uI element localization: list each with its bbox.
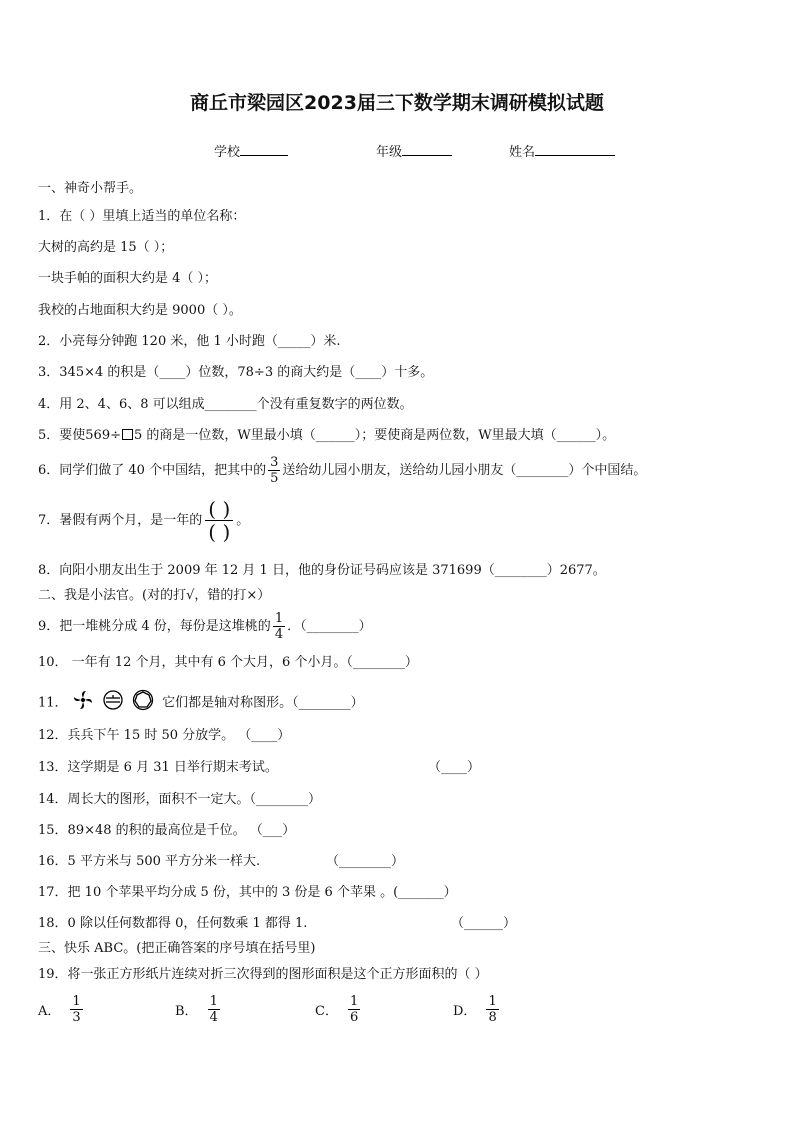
option-d[interactable] [453,994,501,1025]
fraction-numerator: 1 [488,994,497,1009]
question-7-part-a: 7．暑假有两个月，是一年的 [38,513,203,528]
circle-lines-icon [102,689,124,717]
option-c[interactable] [315,994,362,1025]
section-1-heading: 一、神奇小帮手。 [38,181,143,196]
question-15: 15．89×48 的积的最高位是千位。 （___） [38,823,296,838]
question-13-answer: （____） [428,760,481,775]
option-d-label: D． [453,1004,477,1019]
name-label: 姓名 [509,145,536,160]
question-5-part-b: 5 的商是一位数，W里最小填（______）；要使商是两位数，W里最大填（______）。 [133,428,616,443]
fraction-denominator: 3 [72,1010,81,1025]
fraction-denominator: 5 [270,471,279,486]
question-1-stem: 1．在（ ）里填上适当的单位名称： [38,209,246,224]
question-16: 16．5 平方米与 500 平方分米一样大. [38,854,261,869]
question-16-answer: （________） [326,854,405,869]
option-a-label: A． [38,1004,61,1019]
fraction-denominator-blank: ( ) [208,520,231,544]
question-9 [38,611,372,642]
question-7 [38,498,249,543]
question-17: 17．把 10 个苹果平均分成 5 份，其中的 3 份是 6 个苹果 。(_______） [38,885,457,900]
question-13 [38,759,278,777]
option-c-label: C． [315,1004,338,1019]
grade-label: 年级 [376,145,403,160]
name-blank[interactable] [535,142,615,156]
fraction-numerator: 3 [270,455,279,470]
question-18: 18．0 除以任何数都得 0，任何数乘 1 都得 1. [38,916,308,931]
question-6-part-b: 送给幼儿园小朋友，送给幼儿园小朋友（________）个中国结。 [282,463,647,478]
fraction-numerator: 1 [349,994,359,1009]
name-field [509,141,615,160]
fraction-1-4 [273,611,285,642]
question-2: 2．小亮每分钟跑 120 米，他 1 小时跑（_____）米. [38,334,341,349]
question-6-part-a: 6．同学们做了 40 个中国结，把其中的 [38,463,267,478]
question-19-stem: 19．将一张正方形纸片连续对折三次得到的图形面积是这个正方形面积的（ ） [38,967,488,982]
option-a[interactable] [38,994,85,1025]
question-5-part-a: 5．要使569÷ [38,428,121,443]
page-title: 商丘市梁园区2023届三下数学期末调研模拟试题 [190,92,604,114]
fraction-denominator: 6 [349,1010,359,1025]
section-2-heading: 二、我是小法官。(对的打√，错的打×） [38,588,271,603]
fraction-numerator-blank: ( ) [205,498,233,521]
question-1b: 一块手帕的面积大约是 4（ ）； [38,271,218,286]
question-13-text: 13．这学期是 6 月 31 日举行期末考试。 [38,760,278,775]
question-1c: 我校的占地面积大约是 9000（ ）。 [38,303,242,318]
option-b-fraction [208,994,220,1025]
question-5 [38,427,615,445]
grade-field [376,141,452,160]
question-11-text: 它们都是轴对称图形。（________） [162,695,364,711]
school-field [214,141,288,160]
question-11 [38,689,364,717]
option-c-fraction [348,994,360,1025]
fraction-numerator: 1 [209,994,218,1009]
school-label: 学校 [214,145,241,160]
question-18-answer: （______） [451,916,517,931]
question-11-number: 11． [38,695,68,711]
blank-fraction[interactable] [205,498,233,543]
fraction-denominator: 4 [209,1010,218,1025]
question-1a: 大树的高约是 15（ ）； [38,240,174,255]
school-blank[interactable] [240,142,288,156]
option-b[interactable] [175,994,222,1025]
fraction-numerator: 1 [72,994,81,1009]
fraction-numerator: 1 [274,611,284,626]
pinwheel-icon [72,689,94,717]
option-d-fraction [486,994,498,1025]
option-b-label: B． [175,1004,198,1019]
question-9-part-b: ．（________） [287,619,372,634]
grade-blank[interactable] [402,142,452,156]
question-4: 4．用 2、4、6、8 可以组成________个没有重复数字的两位数。 [38,397,413,412]
fraction-denominator: 4 [274,627,284,642]
question-7-part-b: 。 [236,513,250,528]
question-12: 12．兵兵下午 15 时 50 分放学。 （____） [38,728,291,743]
question-6 [38,455,646,486]
option-a-fraction [70,994,82,1025]
section-3-heading: 三、快乐 ABC。(把正确答案的序号填在括号里) [38,941,316,956]
square-box-icon [122,429,133,440]
question-10: 10． 一年有 12 个月，其中有 6 个大月，6 个小月。（________） [38,655,418,670]
question-14: 14．周长大的图形，面积不一定大。（________） [38,792,322,807]
question-9-part-a: 9．把一堆桃分成 4 份，每份是这堆桃的 [38,619,271,634]
question-8: 8．向阳小朋友出生于 2009 年 12 月 1 日，他的身份证号码应该是 371699（________）2677。 [38,563,606,578]
question-3: 3．345×4 的积是（____）位数，78÷3 的商大约是（____）十多。 [38,365,434,380]
fraction-denominator: 8 [488,1010,497,1025]
polygon-circle-icon [132,689,154,717]
fraction-3-5 [268,455,280,486]
